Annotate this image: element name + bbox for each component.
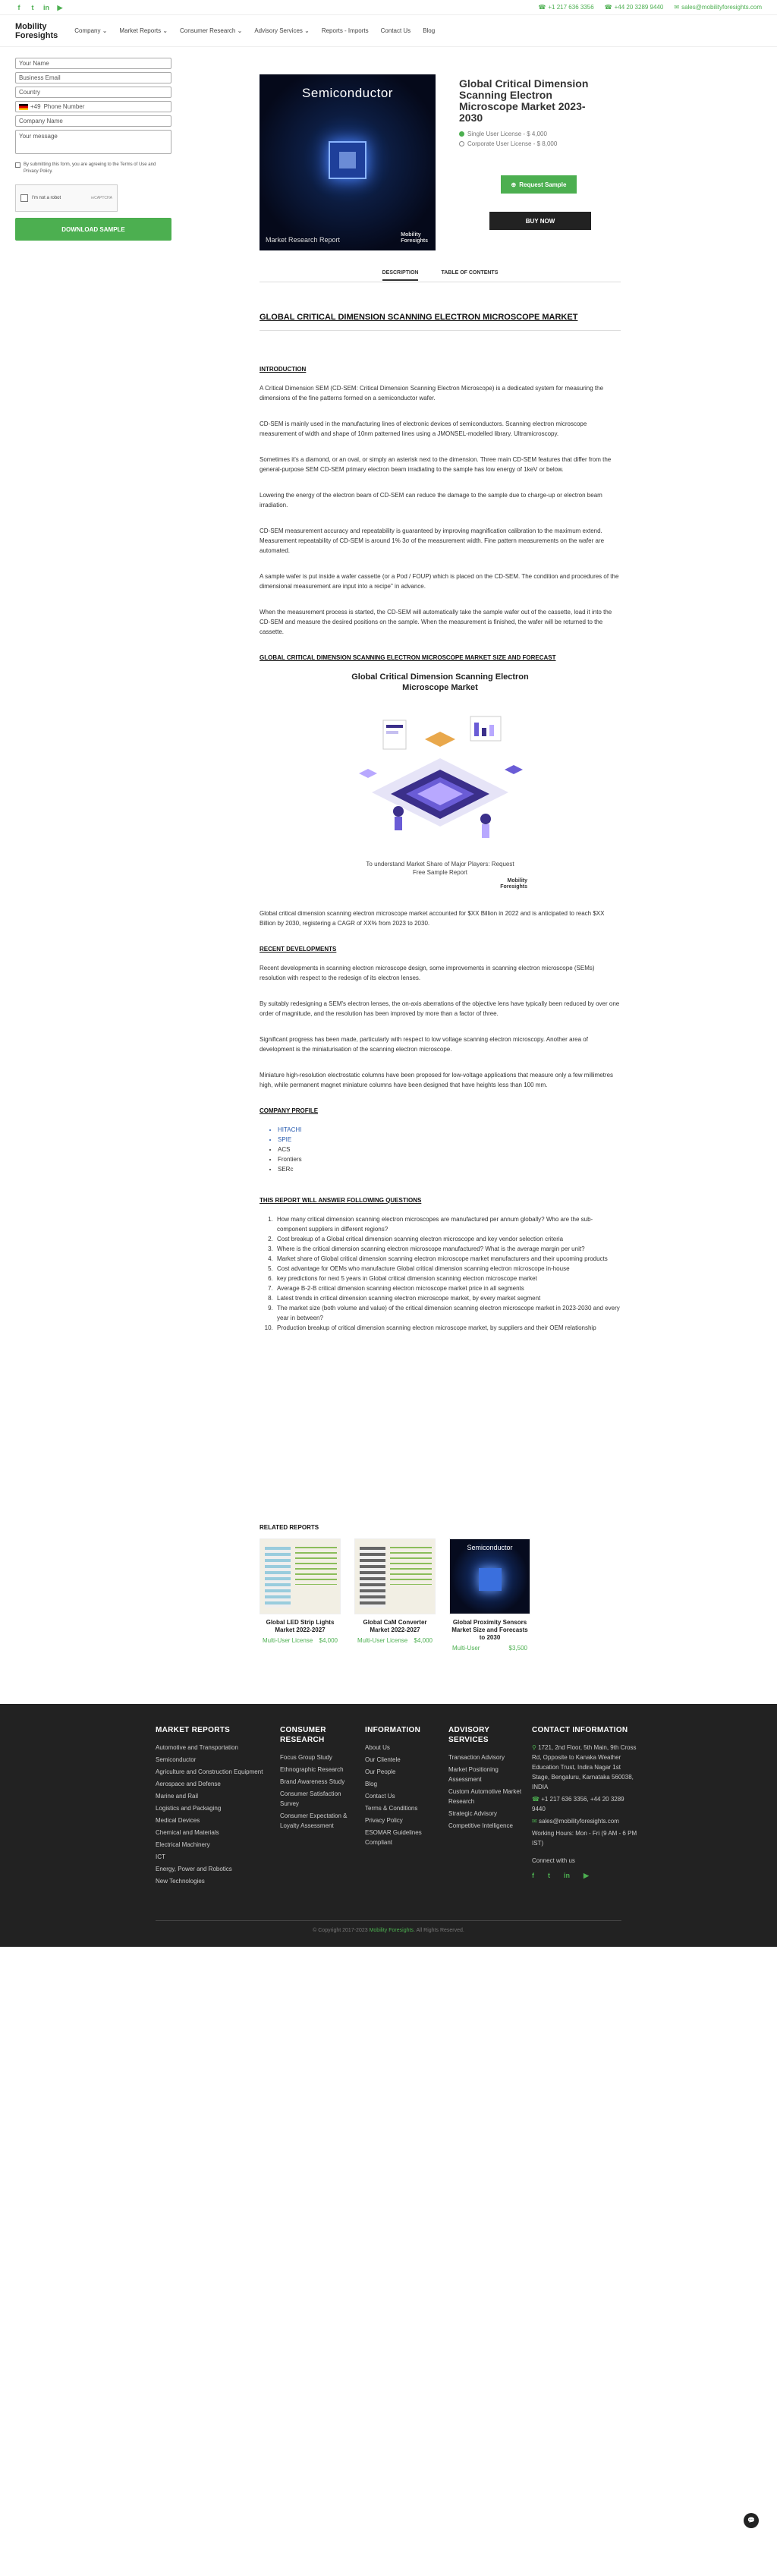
site-footer <box>0 1704 777 1947</box>
footer-col-contact: CONTACT INFORMATION ⚲ 1721, 2nd Floor, 5th Main, 9th Cross Rd, Opposite to Kanaka Weather Education Trust, Indira Nagar 1st Stage, Bengaluru, Karnataka 560038, INDIA ☎ +1 217 636 3356, +44 20 3289 9440 ✉ sales@mobilityforesights.com Working Hours: Mon - Fri (9 AM - 6 PM IST) Connect with us f t in ▶ <box>532 1726 637 1879</box>
infographic-caption[interactable]: To understand Market Share of Major Players: Request Free Sample Report <box>366 861 514 876</box>
related-cover-image[interactable] <box>260 1538 341 1614</box>
footer-link[interactable]: Market Positioning Assessment <box>448 1766 499 1783</box>
youtube-icon[interactable]: ▶ <box>584 1872 589 1879</box>
consent-row <box>15 162 171 175</box>
footer-link[interactable]: Terms & Conditions <box>365 1805 418 1812</box>
paragraph: Global critical dimension scanning electron microscope market accounted for $XX Billion in 2022 and is anticipated to reach $XX Billion by 2030, registering a CAGR of XX% from 2023 to 2030. <box>260 910 605 927</box>
paragraph: Significant progress has been made, particularly with respect to low voltage scanning electron microscopy. Another area of development is the miniaturisation of the scanning electron microscope. <box>260 1036 588 1053</box>
address-text: ⚲ 1721, 2nd Floor, 5th Main, 9th Cross Rd, Opposite to Kanaka Weather Education Trust, Indira Nagar 1st Stage, Bengaluru, Karnataka 560038, INDIA <box>532 1744 637 1790</box>
buy-now-button[interactable]: BUY NOW <box>489 212 591 230</box>
phone-link-us[interactable]: ☎ +1 217 636 3356 <box>538 4 594 11</box>
footer-link[interactable]: Marine and Rail <box>156 1793 199 1800</box>
twitter-icon[interactable]: t <box>548 1872 550 1879</box>
footer-link[interactable]: Semiconductor <box>156 1756 197 1763</box>
footer-link[interactable]: ESOMAR Guidelines Compliant <box>365 1829 422 1846</box>
related-price-row: Multi-User License $4,000 <box>263 1637 338 1644</box>
paragraph: By suitably redesigning a SEM's electron lenses, the on-axis aberrations of the objective lens have typically been reduced by over one order of magnitude, and the resolution has been improved by more than a factor of three. <box>260 1000 620 1017</box>
section-heading-size-forecast: GLOBAL CRITICAL DIMENSION SCANNING ELECTRON MICROSCOPE MARKET SIZE AND FORECAST <box>260 654 556 661</box>
footer-link[interactable]: Consumer Satisfaction Survey <box>280 1790 341 1807</box>
question-item: 5. Cost advantage for OEMs who manufacture Global critical dimension scanning electron microscope in-house <box>275 1264 621 1274</box>
company-item: • SERc <box>278 1164 621 1174</box>
product-title: Global Critical Dimension Scanning Electron Microscope Market 2023-2030 <box>459 77 589 124</box>
working-hours: Working Hours: Mon - Fri (9 AM - 6 PM IST) <box>532 1830 637 1847</box>
email-link[interactable]: ✉ sales@mobilityforesights.com <box>674 4 762 11</box>
nav-item-contact-us[interactable]: Contact Us <box>380 27 411 34</box>
section-heading-introduction: INTRODUCTION <box>260 366 307 373</box>
question-item: 7. Average B-2-B critical dimension scanning electron microscope market price in all segments <box>275 1283 621 1293</box>
footer-link[interactable]: Aerospace and Defense <box>156 1781 221 1787</box>
footer-col-information: INFORMATION About Us Our Clientele Our People Blog Contact Us Terms & Conditions Privacy Policy ESOMAR Guidelines Compliant <box>365 1725 439 1888</box>
request-sample-button[interactable]: ⊕ Request Sample <box>501 175 577 194</box>
footer-link[interactable]: Privacy Policy <box>365 1817 403 1824</box>
related-reports <box>260 1524 621 1652</box>
captcha-brand: reCAPTCHA <box>90 196 112 200</box>
market-infographic <box>260 672 621 890</box>
download-sample-button[interactable]: DOWNLOAD SAMPLE <box>15 218 171 241</box>
company-item[interactable]: • SPIE <box>278 1135 621 1145</box>
section-heading-recent-developments: RECENT DEVELOPMENTS <box>260 946 337 953</box>
facebook-icon[interactable]: f <box>532 1872 534 1879</box>
footer-link[interactable]: Medical Devices <box>156 1817 200 1824</box>
related-card[interactable] <box>260 1538 341 1652</box>
paragraph: Recent developments in scanning electron microscope design, some improvements in scanning electron microscope (SEMs) resolution with respect to the redesign of its electron lenses. <box>260 965 595 981</box>
footer-link[interactable]: Strategic Advisory <box>448 1810 498 1817</box>
nav-item-blog[interactable]: Blog <box>423 27 436 34</box>
phone-field[interactable] <box>15 101 171 112</box>
related-cover-image[interactable]: Semiconductor <box>449 1538 530 1614</box>
related-cards <box>260 1538 621 1652</box>
footer-link[interactable]: Blog <box>365 1781 378 1787</box>
footer-link[interactable]: Energy, Power and Robotics <box>156 1866 232 1872</box>
company-item[interactable]: • HITACHI <box>278 1125 621 1135</box>
recaptcha-widget <box>15 184 118 212</box>
footer-link[interactable]: Custom Automotive Market Research <box>448 1788 522 1805</box>
isometric-illustration-svg <box>353 698 527 857</box>
copyright-brand-link[interactable]: Mobility Foresights <box>369 1928 414 1933</box>
content-tabs <box>260 270 621 281</box>
question-item: 4. Market share of Global critical dimension scanning electron microscope market manufacturers and their upcoming products <box>275 1254 621 1264</box>
infographic-title: Global Critical Dimension Scanning Electron Microscope Market <box>351 672 529 692</box>
facebook-icon[interactable]: f <box>17 3 20 11</box>
location-icon: ⚲ <box>532 1744 539 1751</box>
footer-col-consumer-research: CONSUMER RESEARCH Focus Group Study Ethnographic Research Brand Awareness Study Consumer Satisfaction Survey Consumer Expectation & Loyalty Assessment <box>280 1725 356 1888</box>
question-item: 1. How many critical dimension scanning electron microscopes are manufactured per annum globally? Who are the sub-component suppliers in different regions? <box>275 1214 621 1234</box>
footer-link[interactable]: Electrical Machinery <box>156 1841 210 1848</box>
paragraph: Lowering the energy of the electron beam of CD-SEM can reduce the damage to the sample due to charge-up or electron beam irradiation. <box>260 492 602 509</box>
copyright: © Copyright 2017-2023 Mobility Foresights. All Rights Reserved. <box>313 1928 464 1933</box>
related-heading: RELATED REPORTS <box>260 1524 319 1531</box>
question-item: 9. The market size (both volume and value) of the critical dimension scanning electron microscope market in 2023-2030 and every year in between? <box>275 1303 621 1323</box>
question-item: 10. Production breakup of critical dimension scanning electron microscope market, by suppliers and their OEM relationship <box>275 1323 621 1333</box>
section-heading-company-profile: COMPANY PROFILE <box>260 1107 319 1114</box>
related-price-row: Multi-User License $4,000 <box>357 1637 433 1644</box>
consent-checkbox[interactable] <box>15 162 20 168</box>
question-item: 3. Where is the critical dimension scanning electron microscope manufactured? What is the average margin per unit? <box>275 1244 621 1254</box>
paragraph: CD-SEM is mainly used in the manufacturing lines of electronic devices of semiconductors. Scanning electron microscope measurement of width and shape of 10nm patterned lines using a JMONSEL-modelled library. Ultramicroscopy. <box>260 420 587 437</box>
company-list <box>260 1125 621 1174</box>
footer-link[interactable]: Focus Group Study <box>280 1754 332 1761</box>
license-options <box>459 131 557 150</box>
connect-label: Connect with us <box>532 1857 575 1864</box>
related-card[interactable] <box>449 1538 530 1652</box>
top-bar <box>0 0 777 15</box>
tab-table-of-contents[interactable]: TABLE OF CONTENTS <box>441 270 499 276</box>
footer-link[interactable]: Consumer Expectation & Loyalty Assessment <box>280 1812 348 1829</box>
phone-link-uk[interactable]: ☎ +44 20 3289 9440 <box>604 4 664 11</box>
phone-placeholder: Phone Number <box>43 103 85 110</box>
phone-code: +49 <box>30 103 41 110</box>
message-field[interactable]: Your message <box>15 130 171 154</box>
nav-item-consumer-research[interactable]: Consumer Research ⌄ <box>180 27 243 34</box>
nav-item-market-reports[interactable]: Market Reports ⌄ <box>119 27 168 34</box>
footer-link[interactable]: Brand Awareness Study <box>280 1778 345 1785</box>
footer-col-market-reports: MARKET REPORTS Automotive and Transportation Semiconductor Agriculture and Construction Equipment Aerospace and Defense Marine and Rail Logistics and Packaging Medical Devices Chemical and Materials Electrical Machinery ICT Energy, Power and Robotics New Technologies <box>156 1725 271 1888</box>
linkedin-icon[interactable]: in <box>564 1872 570 1879</box>
footer-link[interactable]: Agriculture and Construction Equipment <box>156 1768 263 1775</box>
paragraph: A Critical Dimension SEM (CD-SEM: Critical Dimension Scanning Electron Microscope) is a dedicated system for measuring the dimensions of the fine patterns formed on a semiconductor wafer. <box>260 385 604 402</box>
paragraph: Sometimes it's a diamond, or an oval, or simply an asterisk next to the dimension. Three main CD-SEM features that differ from the general-purpose SEM CD-SEM primary electron beam irradiating to the sample has low energy of 1keV or below. <box>260 456 612 473</box>
paragraph: CD-SEM measurement accuracy and repeatability is guaranteed by improving magnification calibration to the maximum extend. Measurement repeatability of CD-SEM is around 1% 3σ of the measurement width. Fine pattern measurements on the wafer are automated. <box>260 527 605 554</box>
chip-icon <box>479 1568 502 1591</box>
questions-list <box>260 1214 621 1333</box>
footer-link[interactable]: Chemical and Materials <box>156 1829 219 1836</box>
related-price-row: Multi-User $3,500 <box>452 1645 527 1652</box>
footer-link[interactable]: New Technologies <box>156 1878 205 1885</box>
main-nav <box>0 15 777 47</box>
consent-text: By submitting this form, you are agreeing to the Terms of Use and Privacy Policy. <box>24 162 156 174</box>
paragraph: Miniature high-resolution electrostatic columns have been proposed for low-voltage applications that measure only a few millimetres high, while permanent magnet miniature columns have been designed that have heights less than 100 mm. <box>260 1072 614 1088</box>
company-field[interactable]: Company Name <box>15 115 171 127</box>
related-title[interactable]: Global LED Strip Lights Market 2022-2027 <box>266 1619 335 1633</box>
section-heading-questions: THIS REPORT WILL ANSWER FOLLOWING QUESTIONS <box>260 1197 422 1204</box>
paragraph: When the measurement process is started, the CD-SEM will automatically take the sample wafer out of the cassette, load it into the CD-SEM and measure the desired positions on the sample. When the measurement is finished, the wafer will be returned to the cassette. <box>260 609 612 635</box>
footer-phones[interactable]: ☎ +1 217 636 3356, +44 20 3289 9440 <box>532 1796 624 1812</box>
add-icon: ⊕ <box>511 181 517 188</box>
name-field[interactable]: Your Name <box>15 58 171 69</box>
cover-brand: Mobility Foresights <box>401 232 428 244</box>
related-cover-image[interactable] <box>354 1538 436 1614</box>
contact-links <box>538 4 762 11</box>
radio-selected[interactable] <box>459 131 464 137</box>
mail-icon: ✉ <box>674 4 680 11</box>
page-title: GLOBAL CRITICAL DIMENSION SCANNING ELECTRON MICROSCOPE MARKET <box>260 313 578 322</box>
footer-col-advisory: ADVISORY SERVICES Transaction Advisory Market Positioning Assessment Custom Automotive Market Research Strategic Advisory Competitive Intelligence <box>448 1726 522 1829</box>
footer-social <box>532 1872 638 1880</box>
social-links <box>15 4 64 11</box>
related-title[interactable]: Global Proximity Sensors Market Size and Forecasts to 2030 <box>451 1619 528 1641</box>
footer-link[interactable]: ICT <box>156 1853 165 1860</box>
email-field[interactable]: Business Email <box>15 72 171 83</box>
captcha-checkbox[interactable] <box>20 194 28 202</box>
nav-item-advisory-services[interactable]: Advisory Services ⌄ <box>254 27 310 34</box>
phone-icon: ☎ <box>532 1796 542 1803</box>
related-title[interactable]: Global CaM Converter Market 2022-2027 <box>363 1619 427 1633</box>
infographic-brand: Mobility Foresights <box>500 878 527 890</box>
twitter-icon[interactable]: t <box>31 3 34 11</box>
divider <box>260 330 621 331</box>
company-item: • ACS <box>278 1145 621 1154</box>
footer-link[interactable]: Our Clientele <box>365 1756 401 1763</box>
tab-description[interactable]: DESCRIPTION <box>382 270 419 281</box>
radio-unselected[interactable] <box>459 141 464 146</box>
mail-icon: ✉ <box>532 1818 539 1825</box>
related-card[interactable] <box>354 1538 436 1652</box>
cover-title: Semiconductor <box>302 86 393 100</box>
sample-request-form <box>15 58 171 241</box>
license-single[interactable]: Single User License - $ 4,000 <box>459 131 557 137</box>
footer-link[interactable]: Automotive and Transportation <box>156 1744 238 1751</box>
paragraph: A sample wafer is put inside a wafer cassette (or a Pod / FOUP) which is placed on the CD-SEM. The condition and procedures of the dimensional measurement are input into a recipe" in advance. <box>260 573 619 590</box>
linkedin-icon[interactable]: in <box>43 3 49 11</box>
license-corporate[interactable]: Corporate User License - $ 8,000 <box>459 140 557 147</box>
captcha-label: I'm not a robot <box>32 196 61 200</box>
question-item: 8. Latest trends in critical dimension scanning electron microscope market, by every market segment <box>275 1293 621 1303</box>
youtube-icon[interactable]: ▶ <box>57 3 63 11</box>
footer-link[interactable]: Our People <box>365 1768 396 1775</box>
footer-link[interactable]: Contact Us <box>365 1793 395 1800</box>
nav-item-reports-imports[interactable]: Reports - Imports <box>321 27 369 34</box>
footer-link[interactable]: Competitive Intelligence <box>448 1822 513 1829</box>
chat-icon[interactable]: 💬 <box>744 2513 759 2528</box>
phone-icon: ☎ <box>538 4 546 11</box>
report-cover-image <box>260 74 436 250</box>
isometric-illustration <box>353 698 527 857</box>
footer-columns <box>156 1725 638 1888</box>
phone-icon: ☎ <box>604 4 612 11</box>
country-field[interactable]: Country <box>15 87 171 98</box>
footer-link[interactable]: About Us <box>365 1744 390 1751</box>
footer-link[interactable]: Logistics and Packaging <box>156 1805 222 1812</box>
site-logo[interactable]: Mobility Foresights <box>15 21 58 40</box>
footer-email[interactable]: ✉ sales@mobilityforesights.com <box>532 1818 619 1825</box>
footer-link[interactable]: Transaction Advisory <box>448 1754 505 1761</box>
footer-link[interactable]: Ethnographic Research <box>280 1766 344 1773</box>
nav-menu <box>74 27 435 34</box>
question-item: 2. Cost breakup of a Global critical dimension scanning electron microscope and key vendor selection criteria <box>275 1234 621 1244</box>
footer-divider <box>156 1920 621 1921</box>
question-item: 6. key predictions for next 5 years in Global critical dimension scanning electron microscope market <box>275 1274 621 1283</box>
chip-icon <box>329 141 366 179</box>
description-content <box>260 313 621 1349</box>
nav-item-company[interactable]: Company ⌄ <box>74 27 108 34</box>
company-item: • Frontiers <box>278 1154 621 1164</box>
germany-flag-icon[interactable] <box>19 104 28 110</box>
cover-subtitle: Market Research Report <box>266 236 341 244</box>
